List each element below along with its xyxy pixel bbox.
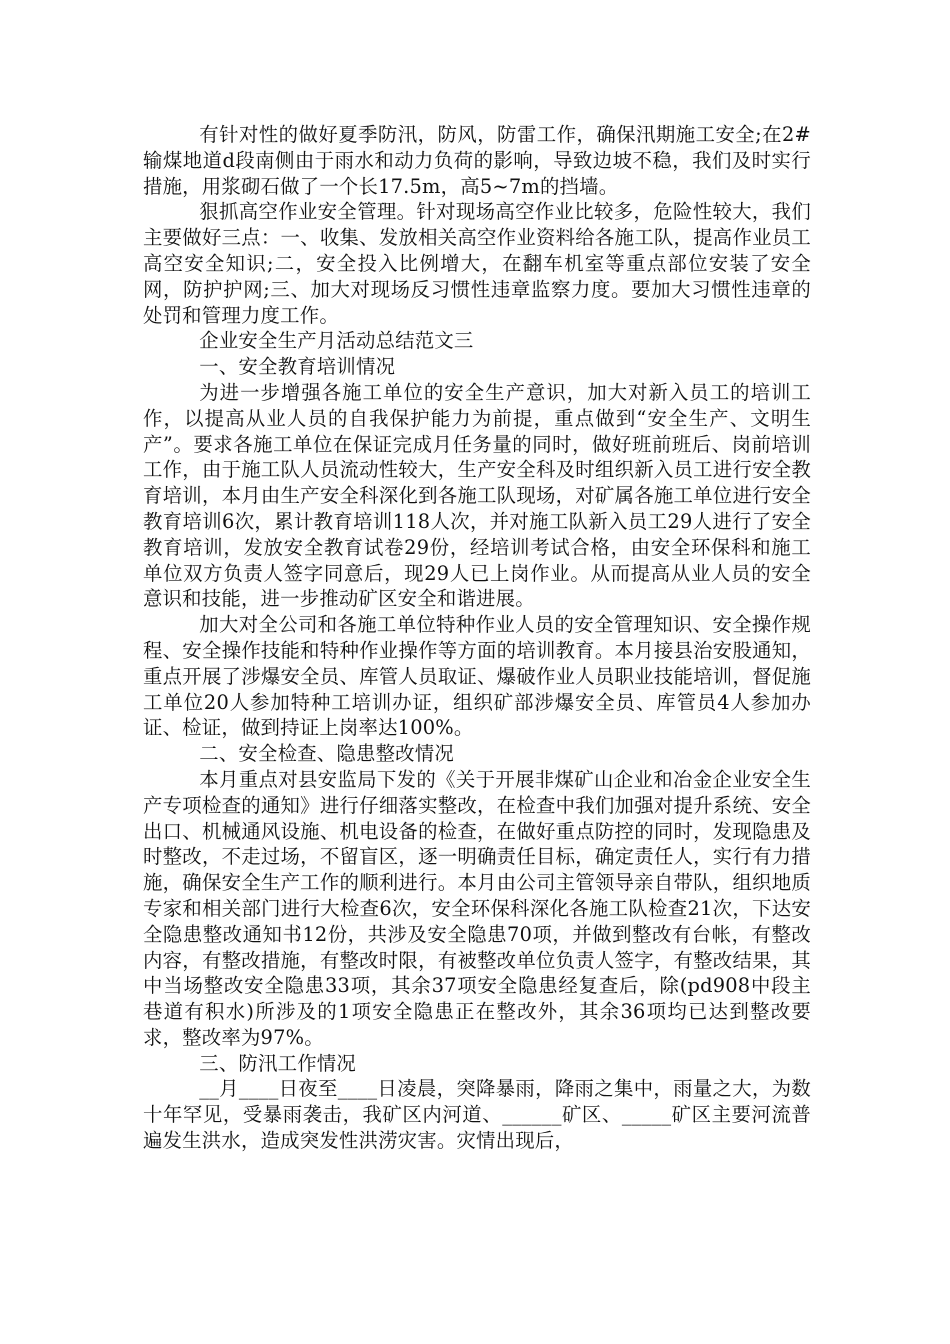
- document-page: [143, 122, 811, 1154]
- paragraph-safety-training: 为进一步增强各施工单位的安全生产意识，加大对新入员工的培训工作，以提高从业人员的自我保护能力为前提，重点做到“安全生产、文明生产”。要求各施工单位在保证完成月任务量的同时，做好班前班后、岗前培训工作，由于施工队人员流动性较大，生产安全科及时组织新入员工进行安全教育培训，本月由生产安全科深化到各施工队现场，对矿属各施工单位进行安全教育培训6次，累计教育培训118人次，并对施工队新入员工29人进行了安全教育培训，发放安全教育试卷29份，经培训考试合格，由安全环保科和施工单位双方负责人签字同意后，现29人已上岗作业。从而提高从业人员的安全意识和技能，进一步推动矿区安全和谐进展。: [143, 380, 811, 611]
- paragraph-special-operations-training: 加大对全公司和各施工单位特种作业人员的安全管理知识、安全操作规程、安全操作技能和特种作业操作等方面的培训教育。本月接县治安股通知，重点开展了涉爆安全员、库管人员取证、爆破作业人员职业技能培训，督促施工单位20人参加特种工培训办证，组织矿部涉爆安全员、库管员4人参加办证、检证，做到持证上岗率达100%。: [143, 613, 811, 740]
- paragraph-high-altitude-safety: 狠抓高空作业安全管理。针对现场高空作业比较多，危险性较大，我们主要做好三点：一、收集、发放相关高空作业资料给各施工队，提高作业员工高空安全知识;二，安全投入比例增大，在翻车机室等重点部位安装了安全网，防护护网;三、加大对现场反习惯性违章监察力度。要加大习惯性违章的处罚和管理力度工作。: [143, 200, 811, 327]
- heading-flood-control: 三、防汛工作情况: [199, 1051, 356, 1075]
- paragraph-safety-inspection: 本月重点对县安监局下发的《关于开展非煤矿山企业和冶金企业安全生产专项检查的通知》进行仔细落实整改，在检查中我们加强对提升系统、安全出口、机械通风设施、机电设备的检查，在做好重点防控的同时，发现隐患及时整改，不走过场，不留盲区，逐一明确责任目标，确定责任人，实行有力措施，确保安全生产工作的顺利进行。本月由公司主管领导亲自带队，组织地质专家和相关部门进行大检查6次，安全环保科深化各施工队检查21次，下达安全隐患整改通知书12份，共涉及安全隐患70项，并做到整改有台帐，有整改内容，有整改措施，有整改时限，有被整改单位负责人签字，有整改结果，其中当场整改安全隐患33项，其余37项安全隐患经复查后，除(pd908中段主巷道有积水)所涉及的1项安全隐患正在整改外，其余36项均已达到整改要求，整改率为97%。: [143, 767, 811, 1049]
- heading-safety-training: 一、安全教育培训情况: [199, 355, 396, 379]
- heading-safety-inspection: 二、安全检查、隐患整改情况: [199, 742, 454, 766]
- paragraph-flood-control: __月____日夜至____日凌晨，突降暴雨，降雨之集中，雨量之大，为数十年罕见，受暴雨袭击，我矿区内河道、______矿区、_____矿区主要河流普遍发生洪水，造成突发性洪涝灾害。灾情出现后，: [143, 1077, 811, 1153]
- section-title: 企业安全生产月活动总结范文三: [199, 329, 474, 353]
- paragraph-flood-prevention: 有针对性的做好夏季防汛，防风，防雷工作，确保汛期施工安全;在2#输煤地道d段南侧由于雨水和动力负荷的影响，导致边坡不稳，我们及时实行措施，用浆砌石做了一个长17.5m，高5~7m的挡墙。: [143, 123, 811, 198]
